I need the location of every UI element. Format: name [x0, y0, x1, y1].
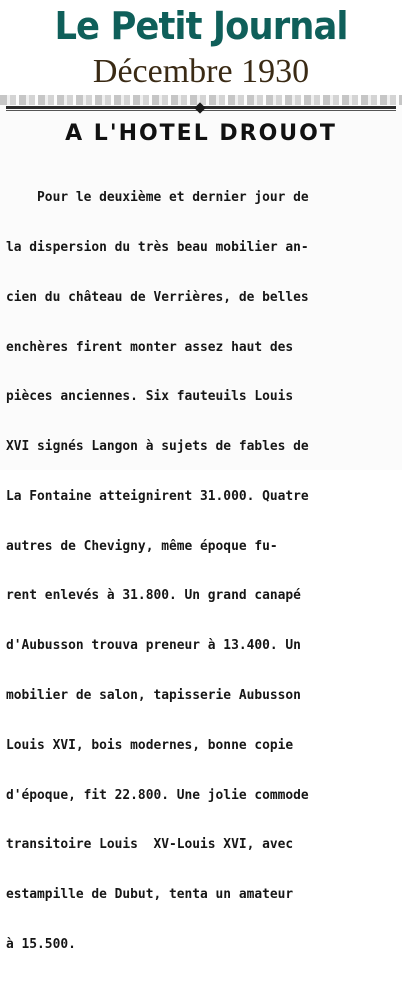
- article-line: XVI signés Langon à sujets de fables de: [6, 439, 309, 455]
- article-line: Pour le deuxième et dernier jour de: [6, 190, 309, 206]
- article-line: d'époque, fit 22.800. Une jolie commode: [6, 787, 309, 803]
- article-line: estampille de Dubut, tenta un amateur: [6, 887, 294, 903]
- article-body: [6, 157, 394, 987]
- article-line: transitoire Louis XV-Louis XVI, avec: [6, 837, 294, 853]
- article-headline: A L'HOTEL DROUOT: [65, 121, 337, 146]
- article-clipping: [0, 95, 402, 952]
- article-line: d'Aubusson trouva preneur à 13.400. Un: [6, 638, 301, 654]
- issue-date: Décembre 1930: [92, 53, 310, 90]
- article-line: mobilier de salon, tapisserie Aubusson: [6, 688, 301, 703]
- article-line: autres de Chevigny, même époque fu-: [6, 538, 278, 554]
- masthead: [0, 0, 402, 95]
- article-line: la dispersion du très beau mobilier an-: [6, 239, 309, 255]
- article-line: rent enlevés à 31.800. Un grand canapé: [6, 588, 301, 604]
- article-line: Louis XVI, bois modernes, bonne copie: [6, 737, 294, 753]
- article-line: enchères firent monter assez haut des: [6, 339, 294, 355]
- article-line: cien du château de Verrières, de belles: [6, 289, 309, 305]
- article-line: à 15.500.: [6, 936, 76, 952]
- article-line: pièces anciennes. Six fauteuils Louis: [6, 389, 294, 405]
- article-line: La Fontaine atteignirent 31.000. Quatre: [6, 488, 309, 504]
- newspaper-title: Le Petit Journal: [54, 4, 348, 48]
